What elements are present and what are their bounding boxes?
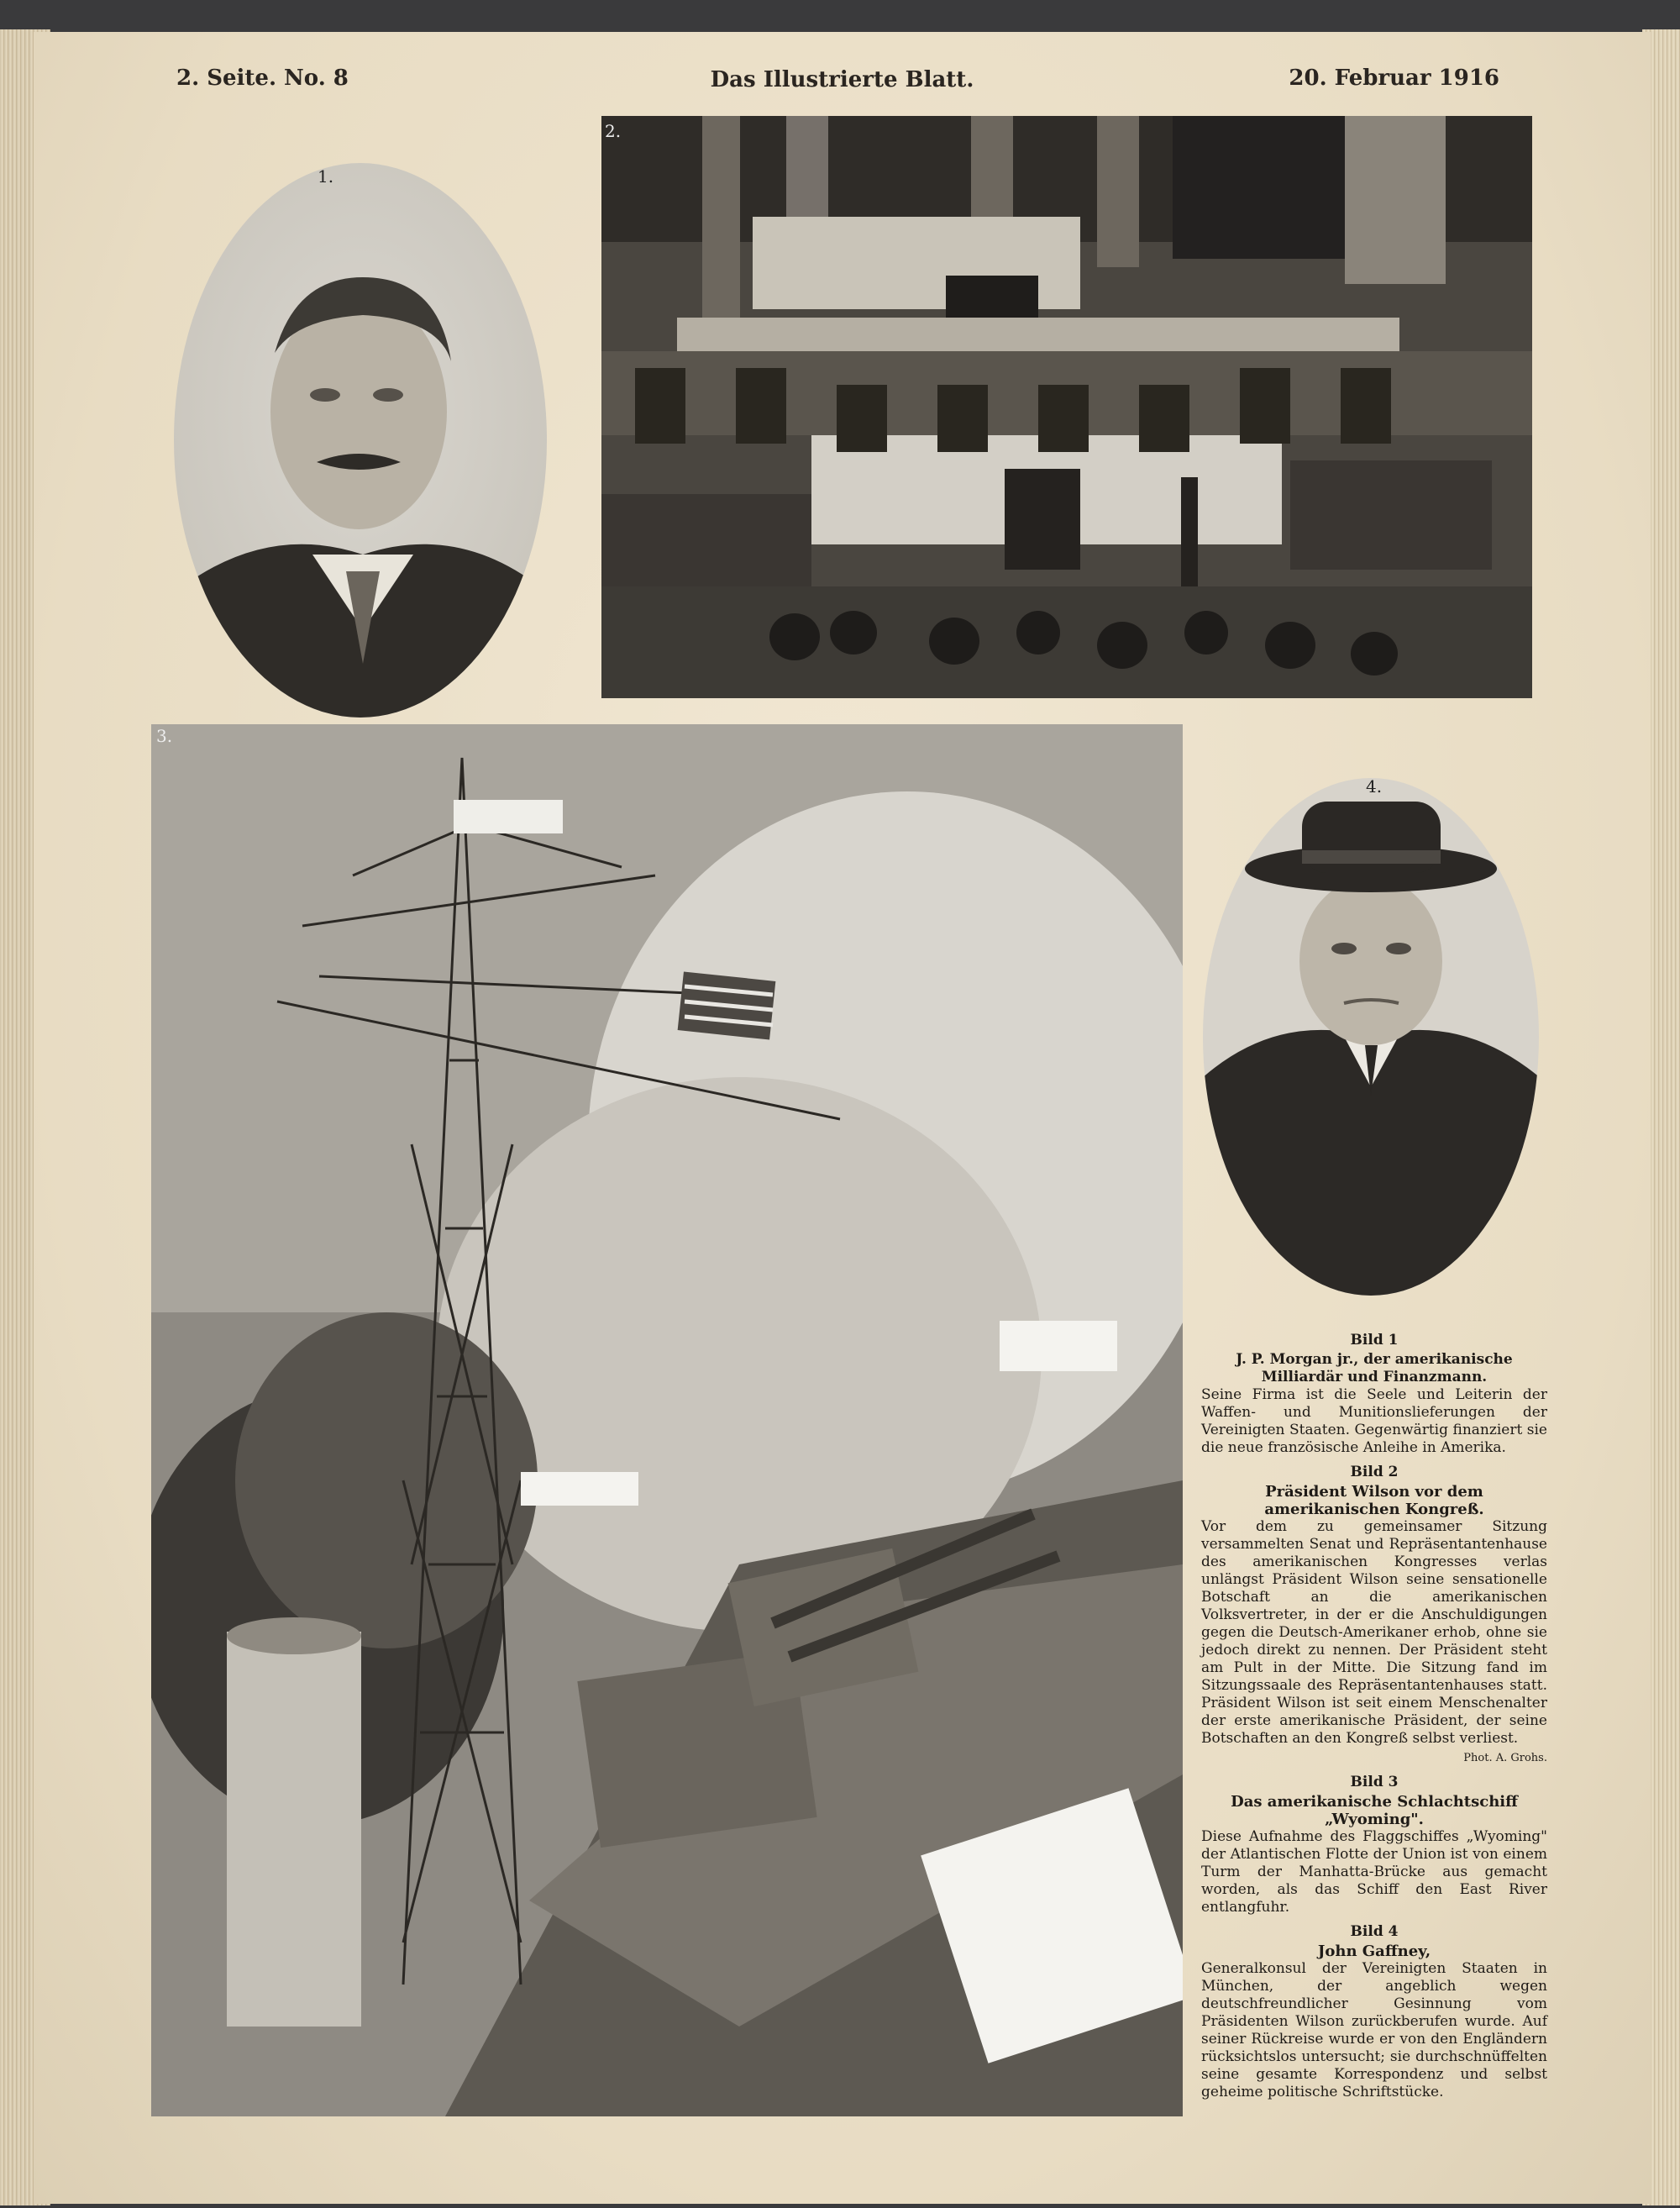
caption-title: John Gaffney,	[1317, 1943, 1431, 1960]
caption-bild-2	[1201, 1464, 1547, 1767]
caption-title: Das amerikanische Schlachtschiff „Wyoming".	[1231, 1793, 1518, 1828]
caption-text: Diese Aufnahme des Flaggschiffes „Wyoming" der Atlantischen Flotte der Union ist von einem Turm der Manhatta-Brücke aus gemacht worden, als das Schiff den East River entlangfuhr.	[1201, 1828, 1547, 1916]
caption-text: Seine Firma ist die Seele und Leiterin der Waffen- und Munitionslieferungen der Vereinigten Staaten. Gegenwärtig finanziert sie die neue französische Anleihe in Amerika.	[1201, 1386, 1547, 1456]
caption-bild-4	[1201, 1923, 1547, 2101]
photo-credit: Phot. A. Grohs.	[1463, 1752, 1547, 1764]
caption-bild-1	[1201, 1332, 1547, 1457]
figure-number-3: 3.	[156, 726, 173, 746]
portrait-gaffney-photo	[1201, 776, 1541, 1297]
captions-column	[1201, 1328, 1547, 2108]
caption-label: Bild 4	[1350, 1923, 1399, 1940]
caption-text: Generalkonsul der Vereinigten Staaten in München, der angeblich wegen deutschfreundlicher Gesinnung vom Präsidenten Wilson zurückberufen wurde. Auf seiner Rückreise wurde er von den Engländern rücksichtslos untersucht; sie durchschnüffelten seine gesamte Korrespondenz und selbst geheime politische Schriftstücke.	[1201, 1960, 1547, 2100]
issue-date: 20. Februar 1916	[1289, 66, 1499, 91]
caption-title: Präsident Wilson vor dem amerikanischen Kongreß.	[1264, 1483, 1484, 1518]
battleship-wyoming-photo	[151, 724, 1183, 2116]
caption-bild-3	[1201, 1774, 1547, 1916]
caption-text: Vor dem zu gemeinsamer Sitzung versammelten Senat und Repräsentantenhause des amerikanischen Kongresses verlas unlängst Präsident Wilson seine sensationelle Botschaft an die amerikanischen Volksvertreter, in der er die Anschuldigungen gegen die Deutsch-Amerikaner erhob, ohne sie jedoch direkt zu nennen. Der Präsident steht am Pult in der Mitte. Die Sitzung fand im Sitzungssaale des Repräsentantenhauses statt. Präsident Wilson ist seit einem Menschenalter der erste amerikanische Präsident, der seine Botschaften an den Kongreß selbst verliest.	[1201, 1518, 1547, 1747]
figure-number-4: 4.	[1366, 776, 1383, 796]
caption-title: J. P. Morgan jr., der amerikanische Milliardär und Finanzmann.	[1236, 1351, 1513, 1385]
caption-label: Bild 3	[1350, 1774, 1399, 1790]
caption-label: Bild 2	[1350, 1464, 1399, 1480]
caption-label: Bild 1	[1350, 1332, 1399, 1348]
figure-number-2: 2.	[605, 121, 622, 141]
figure-number-1: 1.	[318, 166, 334, 187]
portrait-morgan-photo	[170, 160, 552, 721]
masthead-title: Das Illustrierte Blatt.	[710, 67, 974, 92]
page-number: 2. Seite. No. 8	[176, 66, 349, 91]
newspaper-page	[34, 32, 1651, 2204]
congress-chamber-photo	[601, 116, 1532, 698]
